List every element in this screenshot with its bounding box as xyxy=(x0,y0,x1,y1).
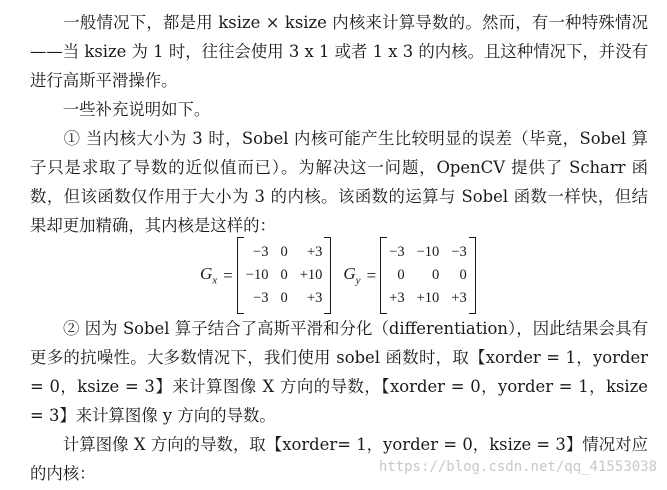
matrix-row xyxy=(383,287,473,310)
matrix-cell: +3 xyxy=(306,244,323,260)
matrix-row xyxy=(240,264,329,287)
gx-matrix xyxy=(237,237,332,314)
equals-sign: = xyxy=(223,265,233,285)
matrix-cell: +10 xyxy=(299,267,323,283)
matrix-row xyxy=(383,264,473,287)
matrix-cell: +3 xyxy=(306,290,323,306)
watermark-url: https://blog.csdn.net/qq_41553038 xyxy=(378,459,657,475)
matrix-cell: −3 xyxy=(253,244,269,260)
matrix-cell: 0 xyxy=(280,290,288,306)
gy-matrix xyxy=(380,237,476,314)
paragraph-x-direction: 计算图像 X 方向的导数，取【xorder= 1，yorder = 0，ksize = 3】情况对应的内核： xyxy=(30,435,648,483)
matrix-row xyxy=(383,241,473,264)
matrix-cell: −3 xyxy=(389,244,405,260)
scharr-kernels xyxy=(200,237,476,314)
matrix-cell: −3 xyxy=(253,290,269,306)
matrix-cell: +10 xyxy=(416,290,440,306)
matrix-cell: 0 xyxy=(280,267,288,283)
gx-label: $G_x$ xyxy=(200,264,218,287)
paragraph-intro: 一般情况下，都是用 ksize × ksize 内核来计算导数的。然而，有一种特殊情况——当 ksize 为 1 时，往往会使用 3 x 1 或者 1 x 3 的内核。且这种情况下，并没有进行高斯平滑操作。 xyxy=(30,13,648,90)
matrix-cell: −10 xyxy=(245,267,269,283)
matrix-cell: 0 xyxy=(280,244,288,260)
paragraph-note-2: ② 因为 Sobel 算子结合了高斯平滑和分化（differentiation），因此结果会具有更多的抗噪性。大多数情况下，我们使用 sobel 函数时，取【xorder = 1，yorder = 0，ksize = 3】来计算图像 X 方向的导数，【xorder = 0，yorder = 1，ksize = 3】来计算图像 y 方向的导数。 xyxy=(30,319,648,425)
matrix-row xyxy=(240,241,329,264)
matrix-cell: +3 xyxy=(451,290,467,306)
paragraph-note-1: ① 当内核大小为 3 时，Sobel 内核可能产生比较明显的误差（毕竟，Sobel 算子只是求取了导数的近似值而已）。为解决这一问题，OpenCV 提供了 Scharr 函数，但该函数仅作用于大小为 3 的内核。该函数的运算与 Sobel 函数一样快，但结果却更加精确，其内核是这样的： xyxy=(30,129,648,235)
matrix-cell: −10 xyxy=(416,244,440,260)
matrix-row xyxy=(240,287,329,310)
matrix-cell: −3 xyxy=(451,244,467,260)
paragraph-supplement: 一些补充说明如下。 xyxy=(30,100,211,119)
matrix-cell: 0 xyxy=(459,267,467,283)
matrix-cell: 0 xyxy=(397,267,405,283)
equals-sign: = xyxy=(366,265,377,285)
matrix-cell: +3 xyxy=(389,290,405,306)
matrix-cell: 0 xyxy=(432,267,440,283)
gy-label: $G_y$ xyxy=(343,264,361,287)
